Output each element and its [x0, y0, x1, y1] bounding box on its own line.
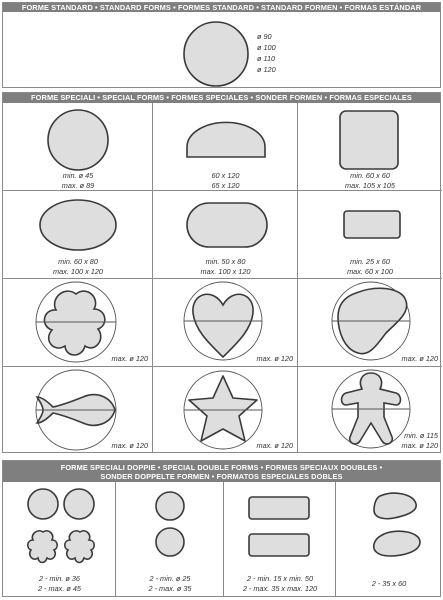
standard-circle-icon [3, 3, 442, 89]
size-label-line1: 2 - 35 x 60 [371, 579, 407, 588]
double-forms-header-line2: SONDER DOPPELTE FORMEN • FORMATOS ESPECIALES DOBLES [100, 472, 343, 481]
special-cell-star [153, 367, 298, 453]
special-cell-freeform [298, 279, 442, 367]
special-cell-flower [3, 279, 153, 367]
size-label-line2: max. 105 x 105 [345, 181, 395, 190]
size-label-line2: 2 - max. 35 x max. 120 [242, 584, 318, 593]
size-label-line1: min. ø 115 [404, 431, 438, 440]
standard-size-2: ø 100 [257, 43, 276, 52]
size-label-line1: 2 - min. ø 25 [149, 574, 191, 583]
size-label-line1: 2 - min. ø 36 [39, 574, 80, 583]
size-label-line1: max. ø 120 [256, 354, 293, 363]
special-cell-fish [3, 367, 153, 453]
size-label-line1: min. ø 45 [62, 171, 94, 180]
double-forms-header [3, 461, 440, 482]
standard-size-3: ø 110 [257, 54, 276, 63]
size-label-line1: 2 - min. 15 x min. 50 [246, 574, 314, 583]
size-label-line2: max. 100 x 120 [200, 267, 251, 276]
size-label-line1: min. 50 x 80 [205, 257, 246, 266]
size-label-line1: max. ø 120 [111, 354, 148, 363]
size-label-line1: max. ø 120 [401, 354, 438, 363]
size-label-line2: max. ø 120 [401, 441, 438, 450]
size-label-line2: 2 - max. ø 35 [148, 584, 192, 593]
standard-forms-section [2, 2, 441, 88]
special-cell-heart [153, 279, 298, 367]
double-cell-freeform [336, 482, 442, 596]
double-cell-rectangle [224, 482, 336, 596]
size-label-line2: max. 60 x 100 [347, 267, 393, 276]
special-cell-semicircle [153, 103, 298, 191]
special-cell-rounded-square [298, 103, 442, 191]
special-cell-circle [3, 103, 153, 191]
standard-size-1: ø 90 [257, 32, 272, 41]
double-forms-section [2, 460, 441, 597]
double-cell-circle [116, 482, 224, 596]
double-forms-header-line1: FORME SPECIALI DOPPIE • SPECIAL DOUBLE FORMS • FORMES SPECIAUX DOUBLES • [60, 463, 383, 472]
standard-forms-header: FORME STANDARD • STANDARD FORMS • FORMES STANDARD • STANDARD FORMEN • FORMAS ESTÁNDAR [3, 3, 440, 12]
special-forms-header: FORME SPECIALI • SPECIAL FORMS • FORMES SPECIALES • SONDER FORMEN • FORMAS ESPECIALES [3, 93, 440, 103]
size-label-line2: max. ø 89 [61, 181, 95, 190]
special-cell-rectangle [298, 191, 442, 279]
special-cell-oval [3, 191, 153, 279]
standard-size-4: ø 120 [257, 65, 276, 74]
size-label-line2: 65 x 120 [211, 181, 240, 190]
size-label-line1: max. ø 120 [111, 441, 148, 450]
special-forms-section [2, 92, 441, 453]
size-label-line2: max. 100 x 120 [53, 267, 103, 276]
size-label-line1: min. 60 x 60 [350, 171, 390, 180]
size-label-line2: 2 - max. ø 45 [38, 584, 81, 593]
size-label-line1: 60 x 120 [211, 171, 240, 180]
size-label-line1: max. ø 120 [256, 441, 293, 450]
special-cell-stadium [153, 191, 298, 279]
size-label-line1: min. 25 x 60 [350, 257, 390, 266]
special-cell-gingerbread [298, 367, 442, 453]
double-cell-circle-flower [3, 482, 116, 596]
size-label-line1: min. 60 x 80 [58, 257, 98, 266]
